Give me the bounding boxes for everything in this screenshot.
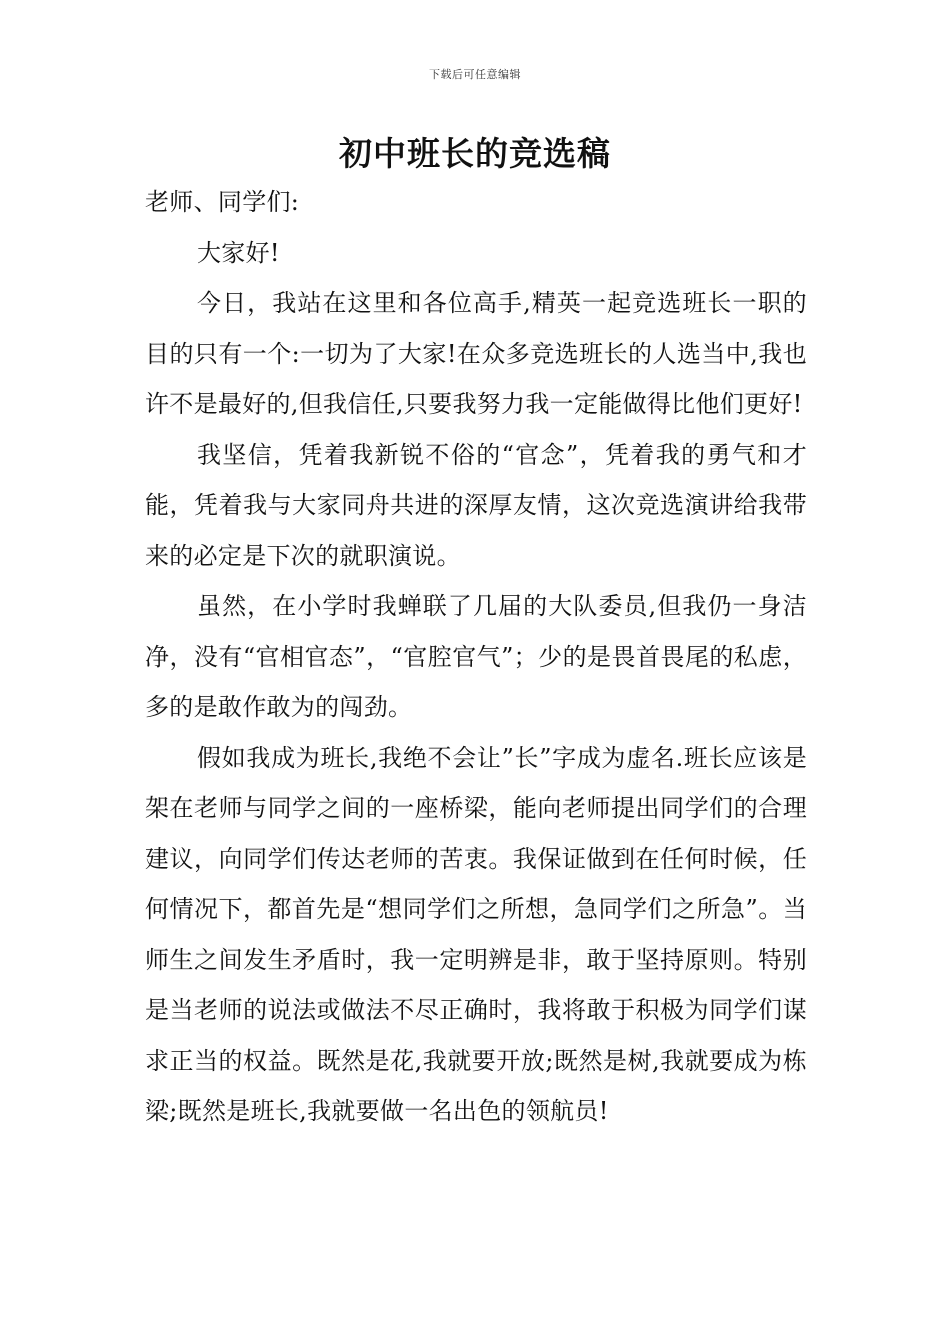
paragraph-experience: 虽然，在小学时我蝉联了几届的大队委员,但我仍一身洁净，没有“官相官态”，“官腔官气”；少的是畏首畏尾的私虑，多的是敢作敢为的闯劲。	[145, 592, 807, 721]
document-title: 初中班长的竞选稿	[339, 134, 611, 173]
paragraph-confidence: 我坚信，凭着我新锐不俗的“官念”，凭着我的勇气和才能，凭着我与大家同舟共进的深厚友情，这次竞选演讲给我带来的必定是下次的就职演说。	[145, 440, 807, 570]
paragraph-purpose: 今日，我站在这里和各位高手,精英一起竞选班长一职的目的只有一个:一切为了大家!在众多竞选班长的人选当中,我也许不是最好的,但我信任,只要我努力我一定能做得比他们更好!	[145, 289, 807, 418]
paragraph-commitment: 假如我成为班长,我绝不会让”长”字成为虚名.班长应该是架在老师与同学之间的一座桥梁，能向老师提出同学们的合理建议，向同学们传达老师的苦衷。我保证做到在任何时候，任何情况下，都首先是“想同学们之所想，急同学们之所急”。当师生之间发生矛盾时，我一定明辨是非，敢于坚持原则。特别是当老师的说法或做法不尽正确时，我将敢于积极为同学们谋求正当的权益。既然是花,我就要开放;既然是树,我就要成为栋梁;既然是班长,我就要做一名出色的领航员!	[145, 743, 807, 1125]
paragraph-greeting: 大家好!	[197, 238, 280, 267]
document-body	[145, 177, 807, 1137]
salutation: 老师、同学们:	[145, 188, 300, 216]
header-note: 下载后可任意编辑	[429, 68, 521, 81]
